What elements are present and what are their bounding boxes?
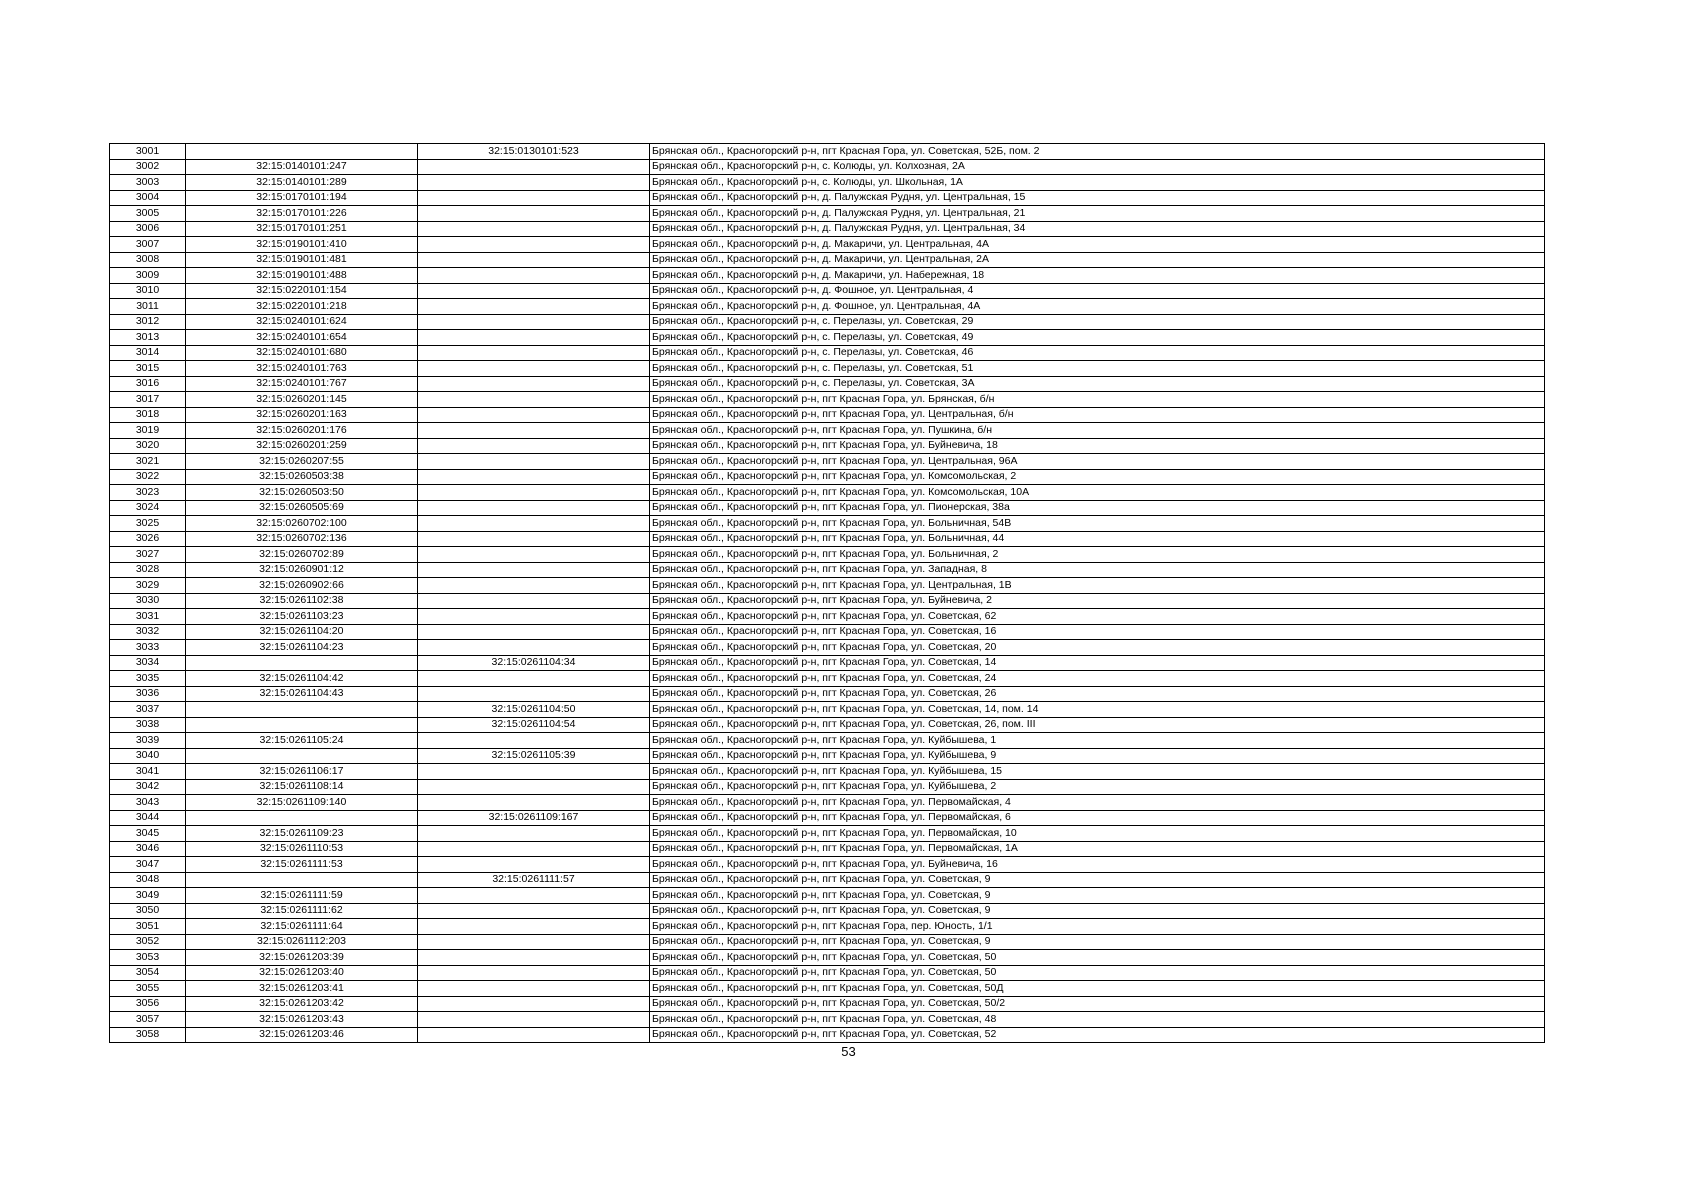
cadastral-number-alt-cell: [418, 206, 650, 222]
cadastral-number-cell: 32:15:0261203:46: [186, 1027, 418, 1043]
cadastral-number-cell: 32:15:0261203:41: [186, 981, 418, 997]
table-row: [110, 516, 1545, 532]
row-number-cell: 3047: [110, 857, 186, 873]
cadastral-number-cell: 32:15:0261111:64: [186, 919, 418, 935]
table-row: [110, 748, 1545, 764]
cadastral-number-alt-cell: 32:15:0261104:34: [418, 655, 650, 671]
row-number-cell: 3044: [110, 810, 186, 826]
cadastral-number-alt-cell: [418, 965, 650, 981]
row-number-cell: 3003: [110, 175, 186, 191]
table-row: [110, 283, 1545, 299]
address-cell: Брянская обл., Красногорский р-н, пгт Красная Гора, ул. Пушкина, б/н: [650, 423, 1545, 439]
address-cell: Брянская обл., Красногорский р-н, пгт Красная Гора, ул. Советская, 50: [650, 965, 1545, 981]
table-row: [110, 810, 1545, 826]
table-row: [110, 438, 1545, 454]
cadastral-number-cell: 32:15:0261112:203: [186, 934, 418, 950]
address-cell: Брянская обл., Красногорский р-н, пгт Красная Гора, ул. Первомайская, 1А: [650, 841, 1545, 857]
table-row: [110, 996, 1545, 1012]
registry-table-body: [110, 144, 1545, 1043]
cadastral-number-alt-cell: [418, 888, 650, 904]
address-cell: Брянская обл., Красногорский р-н, с. Колюды, ул. Колхозная, 2А: [650, 159, 1545, 175]
cadastral-number-cell: 32:15:0240101:680: [186, 345, 418, 361]
address-cell: Брянская обл., Красногорский р-н, пгт Красная Гора, ул. Советская, 20: [650, 640, 1545, 656]
cadastral-number-alt-cell: [418, 516, 650, 532]
cadastral-number-alt-cell: [418, 330, 650, 346]
cadastral-number-alt-cell: 32:15:0261111:57: [418, 872, 650, 888]
table-row: [110, 407, 1545, 423]
table-row: [110, 857, 1545, 873]
row-number-cell: 3043: [110, 795, 186, 811]
cadastral-number-alt-cell: [418, 237, 650, 253]
cadastral-number-alt-cell: [418, 407, 650, 423]
row-number-cell: 3021: [110, 454, 186, 470]
address-cell: Брянская обл., Красногорский р-н, с. Перелазы, ул. Советская, 46: [650, 345, 1545, 361]
cadastral-number-alt-cell: [418, 531, 650, 547]
row-number-cell: 3035: [110, 671, 186, 687]
table-row: [110, 640, 1545, 656]
cadastral-number-alt-cell: [418, 903, 650, 919]
cadastral-number-alt-cell: [418, 469, 650, 485]
cadastral-number-cell: 32:15:0261103:23: [186, 609, 418, 625]
cadastral-number-cell: 32:15:0261111:62: [186, 903, 418, 919]
row-number-cell: 3013: [110, 330, 186, 346]
cadastral-number-cell: 32:15:0260201:259: [186, 438, 418, 454]
cadastral-number-cell: 32:15:0260902:66: [186, 578, 418, 594]
table-row: [110, 361, 1545, 377]
address-cell: Брянская обл., Красногорский р-н, пгт Красная Гора, ул. Советская, 16: [650, 624, 1545, 640]
table-row: [110, 903, 1545, 919]
table-row: [110, 702, 1545, 718]
table-row: [110, 392, 1545, 408]
table-row: [110, 345, 1545, 361]
address-cell: Брянская обл., Красногорский р-н, пгт Красная Гора, ул. Комсомольская, 2: [650, 469, 1545, 485]
row-number-cell: 3039: [110, 733, 186, 749]
cadastral-number-alt-cell: [418, 376, 650, 392]
row-number-cell: 3010: [110, 283, 186, 299]
cadastral-number-cell: 32:15:0240101:763: [186, 361, 418, 377]
cadastral-number-alt-cell: [418, 733, 650, 749]
address-cell: Брянская обл., Красногорский р-н, пгт Красная Гора, ул. Советская, 50/2: [650, 996, 1545, 1012]
cadastral-number-cell: [186, 655, 418, 671]
cadastral-number-alt-cell: [418, 314, 650, 330]
cadastral-number-cell: 32:15:0261203:40: [186, 965, 418, 981]
address-cell: Брянская обл., Красногорский р-н, пгт Красная Гора, ул. Западная, 8: [650, 562, 1545, 578]
address-cell: Брянская обл., Красногорский р-н, пгт Красная Гора, ул. Советская, 52: [650, 1027, 1545, 1043]
row-number-cell: 3022: [110, 469, 186, 485]
row-number-cell: 3017: [110, 392, 186, 408]
table-row: [110, 609, 1545, 625]
cadastral-number-alt-cell: [418, 547, 650, 563]
table-row: [110, 779, 1545, 795]
table-row: [110, 531, 1545, 547]
table-row: [110, 299, 1545, 315]
cadastral-number-cell: [186, 702, 418, 718]
cadastral-number-cell: 32:15:0260503:50: [186, 485, 418, 501]
address-cell: Брянская обл., Красногорский р-н, пгт Красная Гора, ул. Куйбышева, 2: [650, 779, 1545, 795]
address-cell: Брянская обл., Красногорский р-н, пгт Красная Гора, ул. Первомайская, 4: [650, 795, 1545, 811]
cadastral-number-alt-cell: [418, 500, 650, 516]
address-cell: Брянская обл., Красногорский р-н, пгт Красная Гора, ул. Комсомольская, 10А: [650, 485, 1545, 501]
table-row: [110, 950, 1545, 966]
address-cell: Брянская обл., Красногорский р-н, д. Макаричи, ул. Центральная, 2А: [650, 252, 1545, 268]
row-number-cell: 3052: [110, 934, 186, 950]
cadastral-number-alt-cell: [418, 593, 650, 609]
property-registry-table: [109, 143, 1545, 1043]
cadastral-number-alt-cell: [418, 159, 650, 175]
address-cell: Брянская обл., Красногорский р-н, пгт Красная Гора, ул. Пионерская, 38а: [650, 500, 1545, 516]
address-cell: Брянская обл., Красногорский р-н, д. Палужская Рудня, ул. Центральная, 34: [650, 221, 1545, 237]
row-number-cell: 3006: [110, 221, 186, 237]
cadastral-number-cell: 32:15:0261203:39: [186, 950, 418, 966]
cadastral-number-alt-cell: [418, 919, 650, 935]
cadastral-number-cell: 32:15:0260702:136: [186, 531, 418, 547]
cadastral-number-cell: 32:15:0260503:38: [186, 469, 418, 485]
cadastral-number-cell: 32:15:0190101:410: [186, 237, 418, 253]
address-cell: Брянская обл., Красногорский р-н, пгт Красная Гора, ул. Советская, 50Д: [650, 981, 1545, 997]
row-number-cell: 3042: [110, 779, 186, 795]
table-row: [110, 733, 1545, 749]
cadastral-number-alt-cell: 32:15:0130101:523: [418, 144, 650, 160]
cadastral-number-alt-cell: [418, 764, 650, 780]
address-cell: Брянская обл., Красногорский р-н, с. Перелазы, ул. Советская, 29: [650, 314, 1545, 330]
row-number-cell: 3016: [110, 376, 186, 392]
cadastral-number-alt-cell: [418, 795, 650, 811]
address-cell: Брянская обл., Красногорский р-н, с. Колюды, ул. Школьная, 1А: [650, 175, 1545, 191]
cadastral-number-cell: 32:15:0261108:14: [186, 779, 418, 795]
address-cell: Брянская обл., Красногорский р-н, пгт Красная Гора, ул. Центральная, 96А: [650, 454, 1545, 470]
row-number-cell: 3056: [110, 996, 186, 1012]
row-number-cell: 3049: [110, 888, 186, 904]
cadastral-number-alt-cell: 32:15:0261104:50: [418, 702, 650, 718]
cadastral-number-alt-cell: [418, 392, 650, 408]
cadastral-number-cell: 32:15:0240101:624: [186, 314, 418, 330]
cadastral-number-cell: 32:15:0240101:767: [186, 376, 418, 392]
row-number-cell: 3026: [110, 531, 186, 547]
table-row: [110, 919, 1545, 935]
address-cell: Брянская обл., Красногорский р-н, пгт Красная Гора, пер. Юность, 1/1: [650, 919, 1545, 935]
cadastral-number-cell: 32:15:0190101:488: [186, 268, 418, 284]
table-row: [110, 624, 1545, 640]
address-cell: Брянская обл., Красногорский р-н, пгт Красная Гора, ул. Центральная, 1В: [650, 578, 1545, 594]
address-cell: Брянская обл., Красногорский р-н, с. Перелазы, ул. Советская, 3А: [650, 376, 1545, 392]
address-cell: Брянская обл., Красногорский р-н, пгт Красная Гора, ул. Куйбышева, 9: [650, 748, 1545, 764]
cadastral-number-cell: [186, 717, 418, 733]
address-cell: Брянская обл., Красногорский р-н, пгт Красная Гора, ул. Советская, 14, пом. 14: [650, 702, 1545, 718]
address-cell: Брянская обл., Красногорский р-н, пгт Красная Гора, ул. Брянская, б/н: [650, 392, 1545, 408]
cadastral-number-alt-cell: [418, 345, 650, 361]
table-row: [110, 1027, 1545, 1043]
cadastral-number-cell: 32:15:0261109:23: [186, 826, 418, 842]
row-number-cell: 3004: [110, 190, 186, 206]
table-row: [110, 423, 1545, 439]
cadastral-number-cell: 32:15:0260505:69: [186, 500, 418, 516]
row-number-cell: 3002: [110, 159, 186, 175]
table-row: [110, 981, 1545, 997]
cadastral-number-alt-cell: [418, 686, 650, 702]
address-cell: Брянская обл., Красногорский р-н, пгт Красная Гора, ул. Советская, 9: [650, 888, 1545, 904]
cadastral-number-cell: 32:15:0170101:226: [186, 206, 418, 222]
address-cell: Брянская обл., Красногорский р-н, пгт Красная Гора, ул. Куйбышева, 15: [650, 764, 1545, 780]
cadastral-number-alt-cell: [418, 221, 650, 237]
table-row: [110, 268, 1545, 284]
row-number-cell: 3033: [110, 640, 186, 656]
cadastral-number-cell: 32:15:0170101:194: [186, 190, 418, 206]
row-number-cell: 3050: [110, 903, 186, 919]
row-number-cell: 3019: [110, 423, 186, 439]
row-number-cell: 3045: [110, 826, 186, 842]
address-cell: Брянская обл., Красногорский р-н, д. Макаричи, ул. Набережная, 18: [650, 268, 1545, 284]
row-number-cell: 3054: [110, 965, 186, 981]
cadastral-number-alt-cell: [418, 562, 650, 578]
row-number-cell: 3024: [110, 500, 186, 516]
table-row: [110, 655, 1545, 671]
address-cell: Брянская обл., Красногорский р-н, д. Палужская Рудня, ул. Центральная, 21: [650, 206, 1545, 222]
row-number-cell: 3009: [110, 268, 186, 284]
table-row: [110, 190, 1545, 206]
address-cell: Брянская обл., Красногорский р-н, пгт Красная Гора, ул. Советская, 14: [650, 655, 1545, 671]
table-row: [110, 175, 1545, 191]
cadastral-number-cell: 32:15:0260702:100: [186, 516, 418, 532]
table-row: [110, 159, 1545, 175]
cadastral-number-alt-cell: [418, 299, 650, 315]
cadastral-number-alt-cell: [418, 361, 650, 377]
address-cell: Брянская обл., Красногорский р-н, пгт Красная Гора, ул. Советская, 26: [650, 686, 1545, 702]
row-number-cell: 3032: [110, 624, 186, 640]
row-number-cell: 3015: [110, 361, 186, 377]
table-row: [110, 454, 1545, 470]
cadastral-number-cell: [186, 144, 418, 160]
row-number-cell: 3025: [110, 516, 186, 532]
cadastral-number-alt-cell: [418, 252, 650, 268]
address-cell: Брянская обл., Красногорский р-н, пгт Красная Гора, ул. Больничная, 54В: [650, 516, 1545, 532]
cadastral-number-cell: 32:15:0261105:24: [186, 733, 418, 749]
row-number-cell: 3051: [110, 919, 186, 935]
table-row: [110, 578, 1545, 594]
address-cell: Брянская обл., Красногорский р-н, с. Перелазы, ул. Советская, 51: [650, 361, 1545, 377]
row-number-cell: 3029: [110, 578, 186, 594]
cadastral-number-cell: 32:15:0261104:43: [186, 686, 418, 702]
address-cell: Брянская обл., Красногорский р-н, д. Палужская Рудня, ул. Центральная, 15: [650, 190, 1545, 206]
cadastral-number-cell: 32:15:0260207:55: [186, 454, 418, 470]
cadastral-number-cell: 32:15:0140101:247: [186, 159, 418, 175]
cadastral-number-alt-cell: [418, 934, 650, 950]
table-row: [110, 1012, 1545, 1028]
table-row: [110, 888, 1545, 904]
address-cell: Брянская обл., Красногорский р-н, пгт Красная Гора, ул. Буйневича, 18: [650, 438, 1545, 454]
cadastral-number-cell: 32:15:0261203:42: [186, 996, 418, 1012]
cadastral-number-cell: 32:15:0261110:53: [186, 841, 418, 857]
address-cell: Брянская обл., Красногорский р-н, пгт Красная Гора, ул. Советская, 50: [650, 950, 1545, 966]
cadastral-number-alt-cell: [418, 640, 650, 656]
table-row: [110, 717, 1545, 733]
address-cell: Брянская обл., Красногорский р-н, пгт Красная Гора, ул. Первомайская, 10: [650, 826, 1545, 842]
address-cell: Брянская обл., Красногорский р-н, пгт Красная Гора, ул. Советская, 52Б, пом. 2: [650, 144, 1545, 160]
row-number-cell: 3011: [110, 299, 186, 315]
row-number-cell: 3028: [110, 562, 186, 578]
cadastral-number-alt-cell: [418, 1027, 650, 1043]
table-row: [110, 547, 1545, 563]
table-row: [110, 965, 1545, 981]
address-cell: Брянская обл., Красногорский р-н, пгт Красная Гора, ул. Больничная, 2: [650, 547, 1545, 563]
address-cell: Брянская обл., Красногорский р-н, д. Макаричи, ул. Центральная, 4А: [650, 237, 1545, 253]
cadastral-number-alt-cell: [418, 454, 650, 470]
cadastral-number-cell: 32:15:0260702:89: [186, 547, 418, 563]
address-cell: Брянская обл., Красногорский р-н, с. Перелазы, ул. Советская, 49: [650, 330, 1545, 346]
address-cell: Брянская обл., Красногорский р-н, пгт Красная Гора, ул. Больничная, 44: [650, 531, 1545, 547]
row-number-cell: 3018: [110, 407, 186, 423]
cadastral-number-alt-cell: [418, 609, 650, 625]
cadastral-number-alt-cell: 32:15:0261105:39: [418, 748, 650, 764]
row-number-cell: 3020: [110, 438, 186, 454]
cadastral-number-cell: 32:15:0261109:140: [186, 795, 418, 811]
row-number-cell: 3055: [110, 981, 186, 997]
table-row: [110, 314, 1545, 330]
table-row: [110, 934, 1545, 950]
table-row: [110, 593, 1545, 609]
cadastral-number-cell: 32:15:0261104:42: [186, 671, 418, 687]
table-row: [110, 500, 1545, 516]
cadastral-number-alt-cell: [418, 190, 650, 206]
table-row: [110, 841, 1545, 857]
table-row: [110, 686, 1545, 702]
address-cell: Брянская обл., Красногорский р-н, пгт Красная Гора, ул. Буйневича, 16: [650, 857, 1545, 873]
row-number-cell: 3012: [110, 314, 186, 330]
row-number-cell: 3005: [110, 206, 186, 222]
cadastral-number-cell: 32:15:0170101:251: [186, 221, 418, 237]
row-number-cell: 3040: [110, 748, 186, 764]
row-number-cell: 3007: [110, 237, 186, 253]
cadastral-number-cell: 32:15:0140101:289: [186, 175, 418, 191]
cadastral-number-alt-cell: [418, 283, 650, 299]
address-cell: Брянская обл., Красногорский р-н, пгт Красная Гора, ул. Советская, 48: [650, 1012, 1545, 1028]
cadastral-number-alt-cell: [418, 826, 650, 842]
address-cell: Брянская обл., Красногорский р-н, д. Фошное, ул. Центральная, 4: [650, 283, 1545, 299]
cadastral-number-alt-cell: [418, 996, 650, 1012]
row-number-cell: 3001: [110, 144, 186, 160]
table-row: [110, 826, 1545, 842]
address-cell: Брянская обл., Красногорский р-н, пгт Красная Гора, ул. Советская, 62: [650, 609, 1545, 625]
row-number-cell: 3057: [110, 1012, 186, 1028]
table-row: [110, 671, 1545, 687]
row-number-cell: 3046: [110, 841, 186, 857]
row-number-cell: 3037: [110, 702, 186, 718]
cadastral-number-cell: [186, 872, 418, 888]
table-row: [110, 795, 1545, 811]
cadastral-number-alt-cell: [418, 438, 650, 454]
table-row: [110, 221, 1545, 237]
row-number-cell: 3036: [110, 686, 186, 702]
row-number-cell: 3034: [110, 655, 186, 671]
row-number-cell: 3041: [110, 764, 186, 780]
cadastral-number-alt-cell: [418, 578, 650, 594]
cadastral-number-cell: 32:15:0260901:12: [186, 562, 418, 578]
table-row: [110, 330, 1545, 346]
cadastral-number-cell: 32:15:0260201:176: [186, 423, 418, 439]
cadastral-number-alt-cell: [418, 950, 650, 966]
row-number-cell: 3023: [110, 485, 186, 501]
cadastral-number-cell: 32:15:0261104:20: [186, 624, 418, 640]
address-cell: Брянская обл., Красногорский р-н, пгт Красная Гора, ул. Буйневича, 2: [650, 593, 1545, 609]
cadastral-number-alt-cell: [418, 485, 650, 501]
table-row: [110, 206, 1545, 222]
cadastral-number-alt-cell: 32:15:0261104:54: [418, 717, 650, 733]
address-cell: Брянская обл., Красногорский р-н, пгт Красная Гора, ул. Центральная, б/н: [650, 407, 1545, 423]
cadastral-number-cell: 32:15:0260201:145: [186, 392, 418, 408]
table-row: [110, 485, 1545, 501]
table-row: [110, 469, 1545, 485]
cadastral-number-cell: 32:15:0261203:43: [186, 1012, 418, 1028]
cadastral-number-cell: 32:15:0261106:17: [186, 764, 418, 780]
table-row: [110, 872, 1545, 888]
cadastral-number-alt-cell: [418, 1012, 650, 1028]
cadastral-number-cell: 32:15:0220101:154: [186, 283, 418, 299]
address-cell: Брянская обл., Красногорский р-н, пгт Красная Гора, ул. Советская, 26, пом. III: [650, 717, 1545, 733]
row-number-cell: 3014: [110, 345, 186, 361]
address-cell: Брянская обл., Красногорский р-н, пгт Красная Гора, ул. Советская, 9: [650, 903, 1545, 919]
cadastral-number-alt-cell: [418, 423, 650, 439]
page-number: 53: [841, 1044, 856, 1059]
cadastral-number-cell: 32:15:0240101:654: [186, 330, 418, 346]
row-number-cell: 3058: [110, 1027, 186, 1043]
cadastral-number-alt-cell: 32:15:0261109:167: [418, 810, 650, 826]
cadastral-number-alt-cell: [418, 268, 650, 284]
cadastral-number-cell: 32:15:0261111:53: [186, 857, 418, 873]
cadastral-number-alt-cell: [418, 671, 650, 687]
cadastral-number-cell: [186, 810, 418, 826]
row-number-cell: 3030: [110, 593, 186, 609]
table-row: [110, 376, 1545, 392]
row-number-cell: 3038: [110, 717, 186, 733]
cadastral-number-alt-cell: [418, 981, 650, 997]
address-cell: Брянская обл., Красногорский р-н, пгт Красная Гора, ул. Советская, 24: [650, 671, 1545, 687]
address-cell: Брянская обл., Красногорский р-н, пгт Красная Гора, ул. Советская, 9: [650, 872, 1545, 888]
address-cell: Брянская обл., Красногорский р-н, пгт Красная Гора, ул. Куйбышева, 1: [650, 733, 1545, 749]
row-number-cell: 3027: [110, 547, 186, 563]
cadastral-number-cell: 32:15:0261104:23: [186, 640, 418, 656]
cadastral-number-alt-cell: [418, 175, 650, 191]
cadastral-number-cell: 32:15:0261102:38: [186, 593, 418, 609]
table-row: [110, 764, 1545, 780]
address-cell: Брянская обл., Красногорский р-н, д. Фошное, ул. Центральная, 4А: [650, 299, 1545, 315]
cadastral-number-alt-cell: [418, 857, 650, 873]
cadastral-number-cell: [186, 748, 418, 764]
cadastral-number-cell: 32:15:0260201:163: [186, 407, 418, 423]
row-number-cell: 3031: [110, 609, 186, 625]
row-number-cell: 3048: [110, 872, 186, 888]
table-row: [110, 237, 1545, 253]
cadastral-number-cell: 32:15:0220101:218: [186, 299, 418, 315]
cadastral-number-alt-cell: [418, 779, 650, 795]
cadastral-number-alt-cell: [418, 624, 650, 640]
address-cell: Брянская обл., Красногорский р-н, пгт Красная Гора, ул. Первомайская, 6: [650, 810, 1545, 826]
cadastral-number-cell: 32:15:0190101:481: [186, 252, 418, 268]
row-number-cell: 3053: [110, 950, 186, 966]
address-cell: Брянская обл., Красногорский р-н, пгт Красная Гора, ул. Советская, 9: [650, 934, 1545, 950]
cadastral-number-alt-cell: [418, 841, 650, 857]
table-row: [110, 562, 1545, 578]
cadastral-number-cell: 32:15:0261111:59: [186, 888, 418, 904]
table-row: [110, 144, 1545, 160]
table-row: [110, 252, 1545, 268]
row-number-cell: 3008: [110, 252, 186, 268]
